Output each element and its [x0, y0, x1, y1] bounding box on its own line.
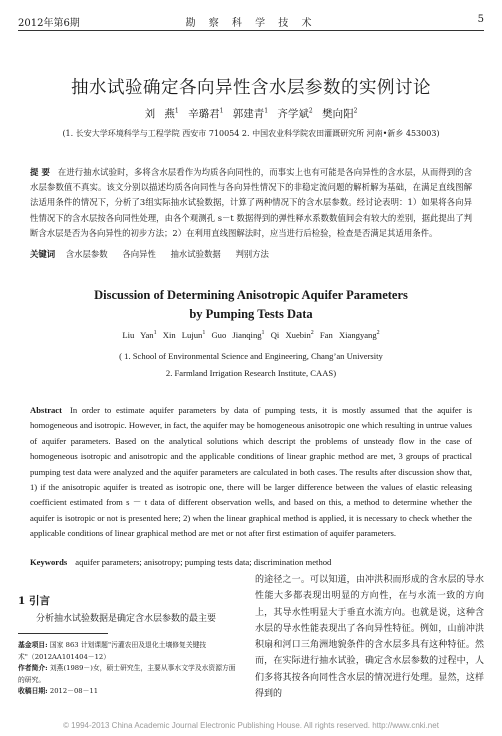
abstract-label: Abstract	[30, 405, 62, 415]
author-note	[18, 663, 238, 686]
abstract-text: In order to estimate aquifer parameters by data of pumping tests, it is mostly assumed that the aquifer is homogeneous and isotropic. However, in fact, the aquifer may be homogeneous anisotropic one which resulting in untrue values of aquifer parameters. Based on the analytical solutions which descript the problems of unsteady flow in the case of homogeneous isotropic and anisotropic and the applicable conditions of linear graphic method are met, 3 groups of practical pumping test data were analyzed and the aquifer parameters are calculated in both cases. The results after discussion show that, 1) if the anisotropic aquifer is treated as isotropic one, there will be larger difference between the values of elastic releasing coefficient estimated from s － t data of different observation wells, and based on this, a method to determine whether the aquifer is isotropic or not is presented here; 2) when the linear graphical method is applied, it is necessary to check whether the applicable conditions of linear graphical method are met or not after first estimation of aquifer parameters.	[30, 405, 472, 539]
journal-name: 勘 察 科 学 技 术	[185, 18, 317, 29]
fund-text: 国家 863 计划课题"污灌农田及退化土壤修复关键技术"（2012AA101404－12）	[18, 641, 207, 661]
english-title	[0, 286, 502, 324]
keyword: 各向异性	[122, 249, 156, 259]
intro-continued: 的途径之一。可以知道，由冲洪积而形成的含水层的导水性能大多都表现出明显的方向性，在与水流一致的方向上，其导水性明显大于垂直水流方向。也就是说，这种含水层的导水性能表现出了各向异性特征。例如，山前冲洪积扇和河口三角洲地貌条件的含水层多具有这种特征。然而，在实际进行抽水试验，确定含水层参数的过程中，人们多将其按各向同性含水层的情况进行处理。显然，这样得到的	[255, 575, 484, 700]
affiliation-line: 2. Farmland Irrigation Research Institute, CAAS)	[165, 368, 337, 378]
received-note	[18, 686, 238, 698]
keywords-label: 关键词	[30, 249, 56, 259]
english-title-line: by Pumping Tests Data	[189, 307, 313, 321]
chinese-title: 抽水试验确定各向异性含水层参数的实例讨论	[71, 78, 431, 98]
author-mark: 2	[310, 330, 314, 337]
copyright-footer: © 1994-2013 China Academic Journal Electronic Publishing House. All rights reserved. http://www.cnki.net	[63, 721, 439, 730]
author-name: 齐学斌	[277, 108, 309, 120]
received-label: 收稿日期:	[18, 687, 48, 695]
journal-issue: 2012年第6期	[18, 18, 80, 29]
intro-paragraph: 分析抽水试验数据是确定含水层参数的最主要	[36, 614, 217, 624]
fund-note	[18, 640, 238, 663]
author-mark: 2	[376, 330, 380, 337]
author-mark: 1	[261, 330, 265, 337]
keywords-text: aquifer parameters; anisotropy; pumping tests data; discrimination method	[75, 557, 332, 567]
author-mark: 1	[264, 107, 269, 115]
author-name: 辛璐君	[188, 108, 220, 120]
chinese-abstract	[30, 165, 472, 241]
author-name: Qi Xuebin	[270, 330, 311, 340]
abstract-text: 在进行抽水试验时，多将含水层看作为均质各向同性的，而事实上也有可能是各向异性的含水层，从而得到的含水层参数值不真实。该文分别以描述均质各向同性与各向异性情况下的非稳定流问题的解析解为基础，在满足直线图解法适用条件的情况下，分析了3组实际抽水试验数据，计算了两种情况下的含水层参数。经讨论表明：1）如果将各向异性情况下的含水层按各向同性处理，由各个观测孔 s－t 数据得到的弹性释水系数数值间会有较大的差别，据此提出了判断含水层是否为各向异性的初步方法；2）在利用直线图解法时，应当进行后检验，检查是否满足其适用条件。	[30, 167, 472, 238]
author-mark: 1	[219, 107, 224, 115]
author-name: Liu Yan	[122, 330, 154, 340]
author-name: Fan Xiangyang	[319, 330, 377, 340]
chinese-authors	[0, 106, 502, 121]
english-authors	[0, 330, 502, 340]
received-date: 2012－08－11	[49, 687, 99, 695]
english-affiliation	[0, 348, 502, 382]
author-name: 刘 燕	[144, 108, 175, 120]
author-name: 郭建青	[232, 108, 265, 120]
author-name: 樊向阳	[322, 108, 354, 120]
author-mark: 1	[202, 330, 206, 337]
english-abstract	[30, 403, 472, 542]
keyword: 含水层参数	[65, 249, 108, 259]
affiliation-line: ( 1. School of Environmental Science and Engineering, Chang’an University	[119, 351, 383, 361]
footnote-rule	[18, 633, 108, 634]
fund-label: 基金项目:	[18, 641, 48, 649]
chinese-affiliation: (1. 长安大学环境科学与工程学院 西安市 710054 2. 中国农业科学院农田灌溉研究所 河南•新乡 453003)	[62, 129, 440, 138]
footnote	[18, 640, 238, 698]
section-heading: 1 引言	[18, 595, 50, 607]
keyword: 判别方法	[235, 249, 269, 259]
author-mark: 2	[308, 107, 313, 115]
abstract-label: 提 要	[30, 167, 50, 177]
author-name: Xin Lujun	[162, 330, 203, 340]
author-name: Guo Jianqing	[211, 330, 262, 340]
author-mark: 1	[174, 107, 179, 115]
author-bio-label: 作者简介:	[18, 664, 48, 672]
keywords-label: Keywords	[30, 557, 68, 567]
author-mark: 1	[153, 330, 157, 337]
author-mark: 2	[353, 107, 358, 115]
keyword: 抽水试验数据	[170, 249, 221, 259]
english-title-line: Discussion of Determining Anisotropic Aquifer Parameters	[94, 288, 408, 302]
header-rule	[18, 30, 484, 31]
author-bio-text: 刘燕(1989－)女，硕士研究生，主要从事水文学及水资源方面的研究。	[18, 664, 236, 684]
page-number: 5	[477, 14, 484, 25]
chinese-keywords	[30, 248, 472, 260]
english-keywords	[30, 557, 472, 567]
